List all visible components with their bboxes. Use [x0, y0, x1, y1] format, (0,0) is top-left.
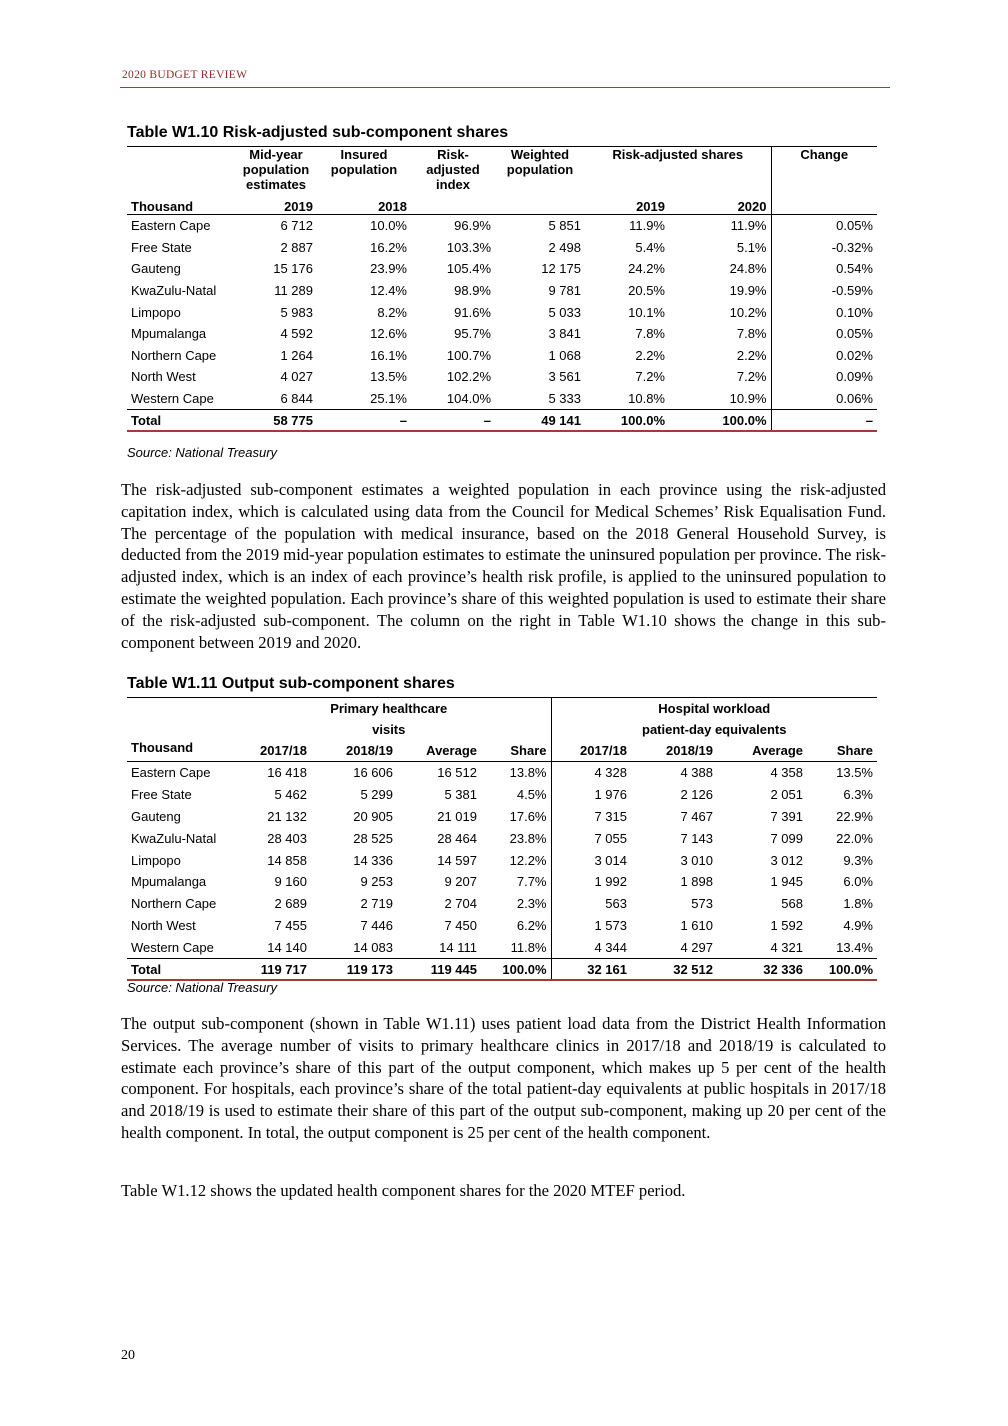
running-header: 2020 BUDGET REVIEW	[122, 69, 248, 81]
table-cell: 4 328	[594, 765, 627, 781]
table-cell: 5 381	[444, 787, 477, 803]
table-cell: 7 450	[444, 917, 477, 933]
table-cell: 6 712	[280, 218, 313, 234]
thousand-label: Thousand	[127, 740, 227, 762]
total-cell: 100.0%	[481, 959, 551, 981]
table-cell: 4 358	[770, 765, 803, 781]
table-cell: 10.8%	[628, 391, 665, 407]
table-cell: 2 887	[280, 239, 313, 255]
total-row	[127, 410, 877, 432]
table-cell: 13.5%	[836, 765, 873, 781]
table-cell: 21 132	[267, 808, 307, 824]
table-row	[127, 871, 877, 893]
row-label: Limpopo	[131, 304, 181, 320]
col-header: 2017/18	[227, 740, 311, 762]
table-cell: 0.09%	[836, 369, 873, 385]
table-cell: 13.4%	[836, 939, 873, 955]
table-cell: 7.7%	[481, 871, 551, 893]
total-cell: 32 512	[631, 959, 717, 981]
table-cell: 20.5%	[628, 283, 665, 299]
table-cell: 104.0%	[446, 391, 491, 407]
table-cell: 4.9%	[843, 917, 873, 933]
col-header: Average	[717, 740, 807, 762]
table-row	[127, 388, 877, 410]
table-cell: 12.4%	[370, 283, 407, 299]
table-cell: 20 905	[353, 808, 393, 824]
thousand-label: Thousand	[127, 192, 235, 215]
table-cell: 3 841	[548, 326, 581, 342]
table2-title: Table W1.11 Output sub-component shares	[127, 675, 455, 692]
primary-healthcare-header: Primary healthcare	[227, 698, 551, 719]
table-row	[127, 893, 877, 915]
table-cell: 16.2%	[370, 239, 407, 255]
table-cell: 5.1%	[669, 237, 771, 259]
table-cell: 16 418	[267, 765, 307, 781]
table-cell: 1 068	[548, 347, 581, 363]
table-cell: 21 019	[437, 808, 477, 824]
table-cell: 1 945	[770, 874, 803, 890]
table-cell: 100.7%	[446, 347, 491, 363]
col-header: 2018/19	[311, 740, 397, 762]
table-row	[127, 762, 877, 784]
table-cell: 1 592	[770, 917, 803, 933]
hospital-workload-header: Hospital workload	[658, 701, 771, 716]
page-number: 20	[121, 1348, 135, 1363]
table-cell: 7 446	[360, 917, 393, 933]
table-row	[127, 280, 877, 302]
table-cell: 22.0%	[836, 830, 873, 846]
total-cell: –	[771, 410, 877, 432]
table-row	[127, 915, 877, 937]
table-row	[127, 237, 877, 259]
table-cell: 14 597	[437, 852, 477, 868]
table-cell: 6 844	[280, 391, 313, 407]
total-cell: 49 141	[495, 410, 585, 432]
table-cell: 17.6%	[481, 806, 551, 828]
table-cell: 5.4%	[635, 239, 665, 255]
col-change-header: Change	[771, 147, 877, 192]
row-label: Western Cape	[131, 939, 214, 955]
table-cell: 5 299	[360, 787, 393, 803]
table-cell: 95.7%	[454, 326, 491, 342]
table-cell: 28 403	[267, 830, 307, 846]
col-mid-year-header: Mid-year population estimates	[242, 147, 310, 192]
table-cell: 10.2%	[669, 301, 771, 323]
table-row	[127, 323, 877, 345]
table-cell: 2 689	[274, 896, 307, 912]
total-cell: 32 336	[717, 959, 807, 981]
table2-source: Source: National Treasury	[127, 980, 278, 995]
row-label: North West	[131, 917, 196, 933]
table-row	[127, 366, 877, 388]
row-label: Eastern Cape	[131, 765, 211, 781]
col-risk-header: Risk- adjusted index	[426, 147, 480, 192]
row-label: Mpumalanga	[131, 874, 207, 890]
table-cell: 3 012	[770, 852, 803, 868]
year-label: 2019	[585, 192, 669, 215]
table-cell: 105.4%	[446, 261, 491, 277]
table-cell: 2 051	[770, 787, 803, 803]
table-cell: 0.05%	[836, 218, 873, 234]
table1-source: Source: National Treasury	[127, 445, 278, 460]
table-cell: 7 099	[770, 830, 803, 846]
table-cell: 14 083	[353, 939, 393, 955]
table-cell: 91.6%	[454, 304, 491, 320]
table-cell: 98.9%	[454, 283, 491, 299]
table-cell: 9 253	[360, 874, 393, 890]
table-cell: 0.06%	[836, 391, 873, 407]
year-label: 2020	[669, 192, 771, 215]
table-cell: 28 464	[437, 830, 477, 846]
table-cell: 102.2%	[446, 369, 491, 385]
total-cell: 100.0%	[669, 410, 771, 432]
col-header: Average	[397, 740, 481, 762]
table-cell: 9 207	[444, 874, 477, 890]
table-row	[127, 215, 877, 237]
table-row	[127, 827, 877, 849]
table-cell: 12.2%	[481, 849, 551, 871]
table-cell: 13.5%	[370, 369, 407, 385]
table-cell: 10.0%	[370, 218, 407, 234]
table-cell: 7.8%	[635, 326, 665, 342]
table-cell: 12.6%	[370, 326, 407, 342]
table-cell: 4 027	[280, 369, 313, 385]
table-cell: 23.8%	[481, 827, 551, 849]
table-cell: 6.0%	[843, 874, 873, 890]
table-cell: 2 126	[680, 787, 713, 803]
table-cell: 12 175	[541, 261, 581, 277]
table-cell: 25.1%	[370, 391, 407, 407]
table-cell: 1 610	[680, 917, 713, 933]
table-cell: 2 704	[444, 896, 477, 912]
row-label: Eastern Cape	[131, 218, 211, 234]
table2: Primary healthcare Hospital workload visits patient-day equivalents Thousand 2017/18 2018/19 Average Share 2017/18 2018/19 Average Share Eastern Cape 16 418 16 606 16 512 13.8% 4 328 4 388 4 358 13.5% Free State 5 462 5 299 5 381 4.5% 1 976 2 126 2 051 6.3% Gauteng 21 132 20 905 21 019 17.6% 7 315 7 467 7 391 22.9% KwaZulu-Natal 28 403 28 525 28 464 23.8% 7 055 7 143 7 099 22.0% Limpopo 14 858 14 336 14 597 12.2% 3 014 3 010 3 012 9.3% Mpumalanga 9 160 9 253 9 207 7.7% 1 992 1 898 1 945 6.0% Northern Cape 2 689 2 719 2 704 2.3% 563 573 568 1.8% North West 7 455 7 446 7 450 6.2% 1 573 1 610 1 592 4.9% Western Cape 14 140 14 083 14 111 11.8% 4 344 4 297 4 321 13.4% Total 119 717 119 173 119 445 100.0% 32 161 32 512 32 336 100.0%	[127, 697, 877, 981]
table-cell: 11.9%	[669, 215, 771, 237]
total-cell: 119 173	[311, 959, 397, 981]
table-cell: 28 525	[353, 830, 393, 846]
col-header: Share	[807, 740, 877, 762]
total-row	[127, 959, 877, 981]
paragraph-3: Table W1.12 shows the updated health component shares for the 2020 MTEF period.	[121, 1181, 686, 1200]
table-cell: 0.02%	[836, 347, 873, 363]
col-header: 2018/19	[631, 740, 717, 762]
table-cell: 7.2%	[635, 369, 665, 385]
table-cell: 1 992	[594, 874, 627, 890]
table-cell: 2 498	[548, 239, 581, 255]
table-cell: 2 719	[360, 896, 393, 912]
table-row	[127, 784, 877, 806]
year-label: 2019	[235, 192, 317, 215]
table-cell: 573	[691, 896, 713, 912]
table-cell: 0.10%	[836, 304, 873, 320]
col-weighted-header: Weighted population	[506, 147, 574, 177]
table1	[127, 146, 877, 432]
row-label: Gauteng	[131, 261, 181, 277]
table-row	[127, 849, 877, 871]
row-label: Limpopo	[131, 852, 181, 868]
table-cell: 2.2%	[669, 345, 771, 367]
table-cell: 1 264	[280, 347, 313, 363]
table-cell: 24.2%	[628, 261, 665, 277]
col-header: Share	[481, 740, 551, 762]
year-label: 2018	[317, 192, 411, 215]
row-label: KwaZulu-Natal	[131, 283, 217, 299]
total-cell: –	[317, 410, 411, 432]
total-cell: 32 161	[551, 959, 631, 981]
table-cell: 10.1%	[628, 304, 665, 320]
table-cell: 24.8%	[669, 258, 771, 280]
table-cell: 0.54%	[836, 261, 873, 277]
table-cell: 3 014	[594, 852, 627, 868]
table-cell: 1.8%	[843, 896, 873, 912]
col-shares-header: Risk-adjusted shares	[612, 147, 744, 162]
total-label: Total	[127, 959, 227, 981]
table-cell: 7 391	[770, 808, 803, 824]
row-label: Gauteng	[131, 808, 181, 824]
table-cell: 1 573	[594, 917, 627, 933]
table-cell: 568	[781, 896, 803, 912]
table-cell: 6.2%	[481, 915, 551, 937]
table-cell: 96.9%	[454, 218, 491, 234]
table-cell: 16.1%	[370, 347, 407, 363]
row-label: Western Cape	[131, 391, 214, 407]
row-label: North West	[131, 369, 196, 385]
total-cell: 58 775	[235, 410, 317, 432]
table-cell: 563	[605, 896, 627, 912]
table-cell: 23.9%	[370, 261, 407, 277]
table-cell: 9.3%	[843, 852, 873, 868]
table-cell: 5 033	[548, 304, 581, 320]
table-cell: 3 561	[548, 369, 581, 385]
table-cell: 8.2%	[377, 304, 407, 320]
table-cell: 7 143	[680, 830, 713, 846]
table-cell: 1 976	[594, 787, 627, 803]
table-cell: -0.32%	[831, 239, 873, 255]
table-cell: 1 898	[680, 874, 713, 890]
row-label: Northern Cape	[131, 347, 217, 363]
total-cell: 119 445	[397, 959, 481, 981]
table-cell: 9 160	[274, 874, 307, 890]
table-cell: 7.2%	[669, 366, 771, 388]
table-cell: 14 858	[267, 852, 307, 868]
table-cell: 10.9%	[669, 388, 771, 410]
col-header: 2017/18	[551, 740, 631, 762]
total-cell: 100.0%	[585, 410, 669, 432]
table-cell: 5 462	[274, 787, 307, 803]
table-cell: 14 336	[353, 852, 393, 868]
table-cell: 16 606	[353, 765, 393, 781]
header-rule	[120, 87, 890, 88]
table-row	[127, 806, 877, 828]
row-label: KwaZulu-Natal	[131, 830, 217, 846]
table-cell: 19.9%	[669, 280, 771, 302]
table-row	[127, 345, 877, 367]
table-cell: 2.3%	[481, 893, 551, 915]
table-cell: 4 321	[770, 939, 803, 955]
table-cell: 5 983	[280, 304, 313, 320]
table-cell: 7 455	[274, 917, 307, 933]
col-insured-header: Insured population	[330, 147, 398, 177]
table-cell: 5 851	[548, 218, 581, 234]
table-cell: 7.8%	[669, 323, 771, 345]
table-cell: 4 297	[680, 939, 713, 955]
paragraph-1: The risk-adjusted sub-component estimates a weighted population in each province using the risk-adjusted capitation index, which is calculated using data from the Council for Medical Schemes’ Risk Equalisation Fund. The percentage of the population with medical insurance, based on the 2018 General Household Survey, is deducted from the 2019 mid-year population estimates to estimate the uninsured population per province. The risk-adjusted index, which is an index of each province’s health risk profile, is applied to the uninsured population to estimate the weighted population. Each province’s share of this weighted population is used to estimate their share of the risk-adjusted sub-component. The column on the right in Table W1.10 shows the change in this sub-component between 2019 and 2020.	[121, 480, 886, 652]
table-cell: 3 010	[680, 852, 713, 868]
table-cell: 11 289	[274, 283, 313, 299]
table-cell: 14 140	[267, 939, 307, 955]
table-cell: 7 467	[680, 808, 713, 824]
table-cell: 6.3%	[843, 787, 873, 803]
total-label: Total	[127, 410, 235, 432]
table-cell: 4.5%	[481, 784, 551, 806]
row-label: Mpumalanga	[131, 326, 207, 342]
row-label: Northern Cape	[131, 896, 217, 912]
table-row	[127, 301, 877, 323]
table-cell: 15 176	[273, 261, 313, 277]
table-cell: 2.2%	[635, 347, 665, 363]
table-cell: 0.05%	[836, 326, 873, 342]
table-cell: 7 315	[594, 808, 627, 824]
table-cell: 16 512	[437, 765, 477, 781]
table-row	[127, 936, 877, 958]
table-cell: 103.3%	[446, 239, 491, 255]
table-cell: 9 781	[548, 283, 581, 299]
table-cell: 11.9%	[629, 218, 665, 234]
table-cell: 7 055	[594, 830, 627, 846]
table-cell: 14 111	[439, 939, 477, 955]
table-cell: 5 333	[548, 391, 581, 407]
total-cell: 119 717	[227, 959, 311, 981]
table-cell: 4 344	[594, 939, 627, 955]
table1-title: Table W1.10 Risk-adjusted sub-component shares	[127, 124, 509, 141]
paragraph-2: The output sub-component (shown in Table W1.11) uses patient load data from the District Health Information Services. The average number of visits to primary healthcare clinics in 2017/18 and 2018/19 is calculated to estimate each province’s share of this part of the output component, which makes up 5 per cent of the health component. For hospitals, each province’s share of the total patient-day equivalents at public hospitals in 2017/18 and 2018/19 is used to estimate their share of this part of the output sub-component, making up 20 per cent of the health component. In total, the output component is 25 per cent of the health component.	[121, 1014, 886, 1142]
total-cell: –	[411, 410, 495, 432]
table-cell: 13.8%	[481, 762, 551, 784]
table-cell: 4 388	[680, 765, 713, 781]
table-cell: 22.9%	[836, 808, 873, 824]
row-label: Free State	[131, 239, 192, 255]
table-cell: 4 592	[280, 326, 313, 342]
row-label: Free State	[131, 787, 192, 803]
table-cell: -0.59%	[831, 283, 873, 299]
total-cell: 100.0%	[807, 959, 877, 981]
table-row	[127, 258, 877, 280]
table-cell: 11.8%	[481, 936, 551, 958]
